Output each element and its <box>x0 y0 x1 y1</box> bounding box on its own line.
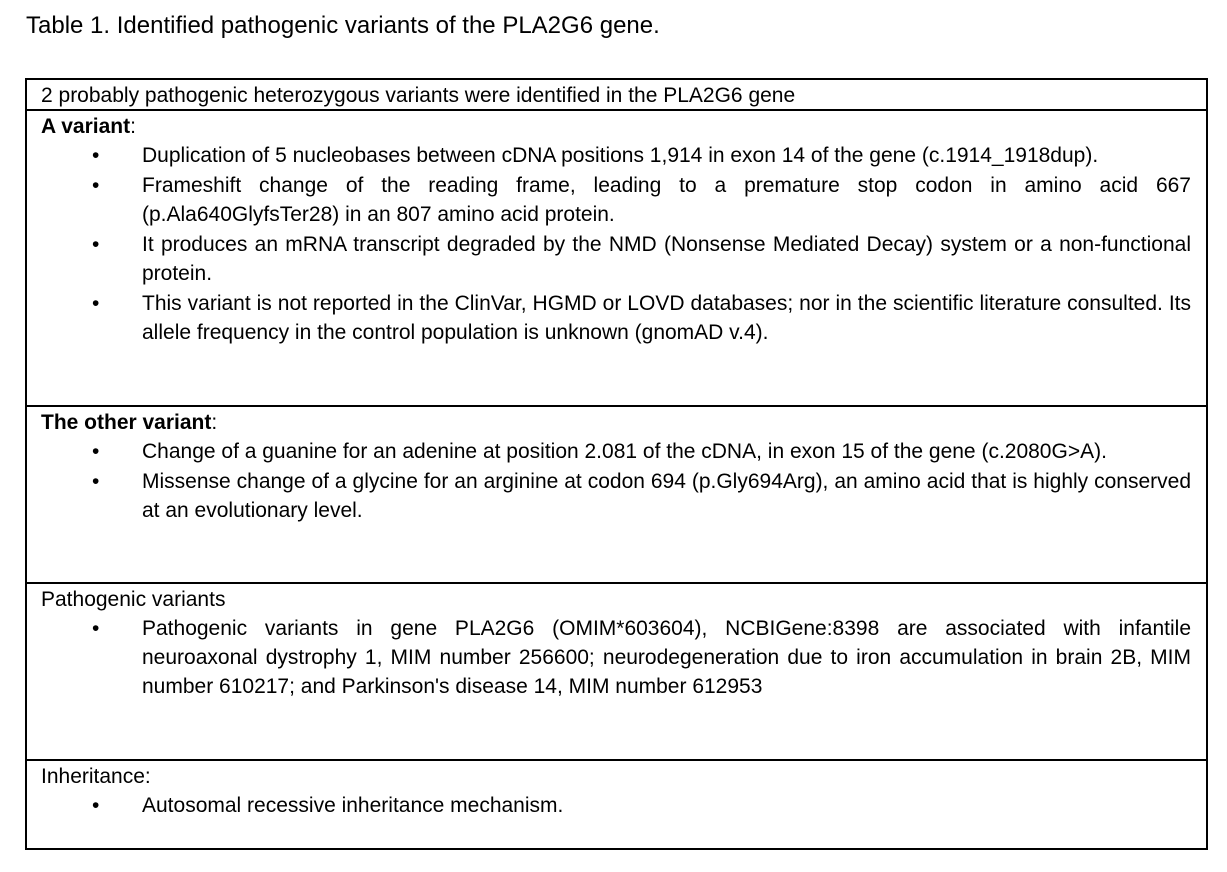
list-item-text: Pathogenic variants in gene PLA2G6 (OMIM*603604), NCBIGene:8398 are associated with infantile neuroaxonal dystrophy 1, MIM number 256600; neurodegeneration due to iron accumulation in brain 2B, MIM number 610217; and Parkinson's disease 14, MIM number 612953 <box>142 617 1191 698</box>
section-heading-other-variant <box>41 410 1191 436</box>
list-item <box>41 467 1191 525</box>
list-item <box>41 289 1191 347</box>
list-item-text: It produces an mRNA transcript degraded by the NMD (Nonsense Mediated Decay) system or a non-functional protein. <box>142 233 1191 285</box>
bullet-icon: • <box>92 174 100 197</box>
bullet-list-inheritance <box>41 791 1191 820</box>
bullet-icon: • <box>92 233 100 256</box>
table-row-pathogenic-variants <box>27 584 1206 761</box>
table-row-intro <box>27 80 1206 111</box>
table-row-a-variant <box>27 111 1206 407</box>
bullet-icon: • <box>92 144 100 167</box>
bullet-icon: • <box>92 470 100 493</box>
variants-table <box>25 78 1208 850</box>
table-row-inheritance <box>27 761 1206 848</box>
list-item-text: Change of a guanine for an adenine at position 2.081 of the cDNA, in exon 15 of the gene (c.2080G>A). <box>142 440 1107 463</box>
table-row-other-variant <box>27 407 1206 584</box>
bullet-icon: • <box>92 794 100 817</box>
bullet-list-pathogenic <box>41 614 1191 701</box>
list-item <box>41 437 1191 466</box>
bullet-list-other-variant <box>41 437 1191 525</box>
list-item-text: Autosomal recessive inheritance mechanism. <box>142 794 564 817</box>
table-caption: Table 1. Identified pathogenic variants of the PLA2G6 gene. <box>26 12 660 39</box>
list-item <box>41 171 1191 229</box>
list-item <box>41 230 1191 288</box>
intro-text: 2 probably pathogenic heterozygous variants were identified in the PLA2G6 gene <box>41 84 796 107</box>
heading-colon: : <box>130 115 136 138</box>
section-label-a-variant: A variant <box>41 115 131 138</box>
list-item-text: This variant is not reported in the ClinVar, HGMD or LOVD databases; nor in the scientific literature consulted. Its allele frequency in the control population is unknown (gnomAD v.4). <box>142 292 1191 344</box>
bullet-icon: • <box>92 440 100 463</box>
section-heading-inheritance: Inheritance: <box>41 765 151 788</box>
heading-colon: : <box>211 411 218 434</box>
list-item <box>41 791 1191 820</box>
bullet-icon: • <box>92 292 100 315</box>
section-heading-a-variant <box>41 114 1191 140</box>
list-item <box>41 614 1191 701</box>
bullet-list-a-variant <box>41 141 1191 347</box>
list-item-text: Missense change of a glycine for an arginine at codon 694 (p.Gly694Arg), an amino acid that is highly conserved at an evolutionary level. <box>142 470 1191 522</box>
list-item-text: Duplication of 5 nucleobases between cDNA positions 1,914 in exon 14 of the gene (c.1914_1918dup). <box>142 144 1099 167</box>
list-item-text: Frameshift change of the reading frame, leading to a premature stop codon in amino acid 667 (p.Ala640GlyfsTer28) in an 807 amino acid protein. <box>142 174 1191 226</box>
bullet-icon: • <box>92 617 100 640</box>
section-label-other-variant: The other variant <box>41 411 212 434</box>
list-item <box>41 141 1191 170</box>
section-heading-pathogenic: Pathogenic variants <box>41 588 226 611</box>
